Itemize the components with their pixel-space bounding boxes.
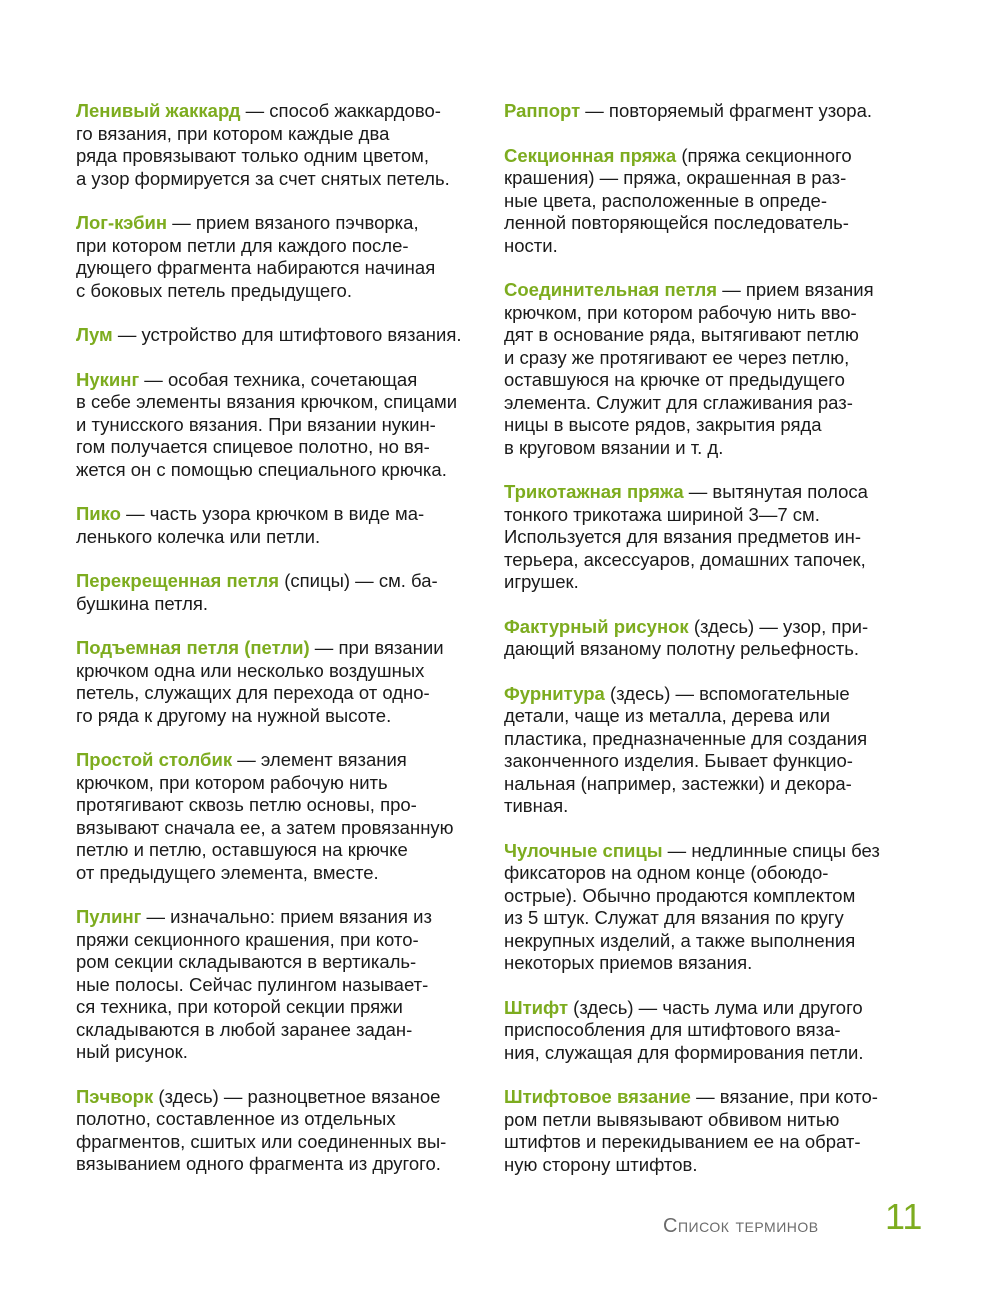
glossary-term: Подъемная петля (петли): [76, 637, 310, 658]
glossary-entry: [504, 997, 914, 1065]
entry-line: [504, 1019, 914, 1042]
definition-text: го вязания, при котором каждые два: [76, 122, 390, 144]
definition-text: штифтов и перекидыванием ее на обрат-: [504, 1131, 861, 1152]
definition-text: Используется для вязания предметов ин-: [504, 526, 862, 547]
glossary-term: Фактурный рисунок: [504, 615, 689, 637]
definition-text: ленной повторяющейся последователь-: [504, 212, 849, 233]
entry-line: [504, 773, 914, 796]
entry-line: [76, 862, 486, 885]
definition-text: (пряжа секционного: [676, 144, 852, 166]
definition-text: острые). Обычно продаются комплектом: [504, 884, 856, 906]
entry-line: [504, 279, 914, 302]
definition-text: ницы в высоте рядов, закрытия ряда: [504, 414, 822, 435]
glossary-entry: [76, 906, 486, 1064]
definition-text: (здесь) — узор, при-: [688, 615, 869, 637]
definition-text: крашения) — пряжа, окрашенная в раз-: [504, 167, 847, 188]
glossary-term: Перекрещенная петля: [76, 570, 280, 591]
entry-line: [76, 951, 486, 974]
definition-text: ром петли вывязывают обвивом нитью: [504, 1108, 840, 1130]
glossary-entry: [76, 637, 486, 727]
definition-text: ром секции складываются в вертикаль-: [76, 951, 417, 972]
definition-text: (здесь) — вспомогательные: [604, 682, 850, 704]
definition-text: полотно, составленное из отдельных: [76, 1108, 396, 1129]
glossary-term: Лум: [76, 324, 113, 345]
glossary-entry: [76, 503, 486, 548]
definition-text: — повторяемый фрагмент узора.: [580, 100, 873, 121]
glossary-entry: [504, 100, 914, 123]
glossary-entry: [76, 212, 486, 302]
glossary-term: Пико: [76, 503, 121, 524]
entry-line: [76, 100, 486, 123]
entry-line: [76, 682, 486, 705]
entry-line: [504, 930, 914, 953]
entry-line: [504, 616, 914, 639]
definition-text: игрушек.: [504, 571, 579, 592]
definition-text: оставшуюся на крючке от предыдущего: [504, 369, 845, 390]
definition-text: бушкина петля.: [76, 592, 209, 614]
glossary-entry: [504, 279, 914, 459]
definition-text: тивная.: [504, 795, 569, 816]
definition-text: крючком, при котором рабочую нить: [76, 771, 388, 793]
definition-text: протягивают сквозь петлю основы, про-: [76, 794, 417, 815]
definition-text: жется он с помощью специального крючка.: [76, 458, 447, 480]
entry-line: [76, 1086, 486, 1109]
entry-line: [504, 795, 914, 818]
entry-line: [504, 347, 914, 370]
entry-line: [504, 1154, 914, 1177]
definition-text: (здесь) — часть лума или другого: [568, 996, 863, 1018]
definition-text: (здесь) — разноцветное вязаное: [153, 1085, 441, 1107]
definition-text: фиксаторов на одном конце (обоюдо-: [504, 862, 829, 883]
definition-text: складываются в любой заранее задан-: [76, 1018, 413, 1040]
definition-text: детали, чаще из металла, дерева или: [504, 705, 831, 726]
definition-text: — часть узора крючком в виде ма-: [121, 503, 425, 524]
entry-line: [504, 526, 914, 549]
entry-line: [504, 504, 914, 527]
definition-text: дующего фрагмента набираются начиная: [76, 257, 436, 278]
definition-text: и тунисского вязания. При вязании нукин-: [76, 413, 436, 435]
entry-line: [76, 503, 486, 526]
definition-text: некрупных изделий, а также выполнения: [504, 929, 856, 951]
entry-line: [76, 145, 486, 168]
entry-line: [504, 571, 914, 594]
definition-text: из 5 штук. Служат для вязания по кругу: [504, 907, 844, 928]
entry-line: [76, 369, 486, 392]
definition-text: нальная (например, застежки) и декора-: [504, 772, 852, 794]
entry-line: [504, 840, 914, 863]
definition-text: — устройство для штифтового вязания.: [112, 324, 462, 345]
definition-text: элемента. Служит для сглаживания раз-: [504, 391, 853, 413]
entry-line: [76, 123, 486, 146]
glossary-term: Нукинг: [76, 368, 140, 390]
definition-text: вязывают сначала ее, а затем провязанную: [76, 816, 454, 838]
definition-text: фрагментов, сшитых или соединенных вы-: [76, 1130, 447, 1152]
glossary-entry: [504, 1086, 914, 1176]
definition-text: пластика, предназначенные для создания: [504, 727, 868, 749]
definition-text: — особая техника, сочетающая: [139, 368, 418, 390]
entry-line: [76, 749, 486, 772]
definition-text: — вытянутая полоса: [683, 481, 868, 502]
entry-line: [504, 302, 914, 325]
definition-text: приспособления для штифтового вяза-: [504, 1019, 841, 1040]
definition-text: терьера, аксессуаров, домашних тапочек,: [504, 548, 866, 570]
entry-line: [504, 414, 914, 437]
glossary-entry: [76, 1086, 486, 1176]
entry-line: [76, 705, 486, 728]
entry-line: [504, 324, 914, 347]
entry-line: [76, 593, 486, 616]
entry-line: [504, 392, 914, 415]
glossary-entry: [76, 100, 486, 190]
entry-line: [504, 100, 914, 123]
glossary-term: Штифтовое вязание: [504, 1086, 691, 1107]
entry-line: [76, 526, 486, 549]
definition-text: ный рисунок.: [76, 1041, 188, 1062]
entry-line: [76, 1153, 486, 1176]
definition-text: законченного изделия. Бывает функцио-: [504, 750, 853, 771]
definition-text: (спицы) — см. ба-: [279, 570, 438, 591]
definition-text: го ряда к другому на нужной высоте.: [76, 704, 392, 726]
glossary-entry: [76, 570, 486, 615]
entry-line: [504, 167, 914, 190]
definition-text: от предыдущего элемента, вместе.: [76, 861, 379, 883]
left-column: [76, 100, 486, 1198]
definition-text: дят в основание ряда, вытягивают петлю: [504, 324, 859, 345]
right-column: [504, 100, 914, 1198]
glossary-entry: [504, 683, 914, 818]
definition-text: ную сторону штифтов.: [504, 1153, 698, 1175]
entry-line: [76, 1019, 486, 1042]
entry-line: [504, 997, 914, 1020]
definition-text: — изначально: прием вязания из: [141, 906, 432, 927]
glossary-entry: [504, 481, 914, 594]
entry-line: [504, 1109, 914, 1132]
entry-line: [76, 570, 486, 593]
definition-text: в себе элементы вязания крючком, спицами: [76, 391, 458, 412]
entry-line: [76, 391, 486, 414]
entry-line: [504, 369, 914, 392]
definition-text: крючком одна или несколько воздушных: [76, 659, 425, 681]
glossary-entry: [76, 749, 486, 884]
entry-line: [504, 437, 914, 460]
section-title: Список терминов: [663, 1215, 819, 1237]
entry-line: [76, 974, 486, 997]
entry-line: [504, 481, 914, 504]
entry-line: [504, 1086, 914, 1109]
glossary-entry: [76, 369, 486, 482]
entry-line: [76, 168, 486, 191]
entry-line: [76, 212, 486, 235]
entry-line: [504, 1131, 914, 1154]
entry-line: [76, 414, 486, 437]
entry-line: [76, 839, 486, 862]
entry-line: [76, 1108, 486, 1131]
glossary-term: Трикотажная пряжа: [504, 481, 684, 502]
entry-line: [504, 190, 914, 213]
definition-text: петель, служащих для перехода от одно-: [76, 682, 430, 703]
entry-line: [76, 436, 486, 459]
entry-line: [504, 907, 914, 930]
glossary-entry: [76, 324, 486, 347]
definition-text: гом получается спицевое полотно, но вя-: [76, 436, 430, 457]
entry-line: [76, 817, 486, 840]
definition-text: при котором петли для каждого после-: [76, 234, 409, 256]
entry-line: [504, 728, 914, 751]
definition-text: петлю и петлю, оставшуюся на крючке: [76, 839, 408, 860]
definition-text: ния, служащая для формирования петли.: [504, 1041, 864, 1063]
entry-line: [504, 549, 914, 572]
definition-text: ные цвета, расположенные в опреде-: [504, 189, 827, 211]
definition-text: ряда провязывают только одним цветом,: [76, 145, 430, 166]
definition-text: ности.: [504, 234, 558, 256]
entry-line: [504, 885, 914, 908]
definition-text: — способ жаккардово-: [240, 100, 441, 121]
glossary-term: Ленивый жаккард: [76, 100, 241, 121]
entry-line: [76, 637, 486, 660]
definition-text: — прием вязаного пэчворка,: [167, 212, 419, 233]
entry-line: [76, 772, 486, 795]
entry-line: [76, 996, 486, 1019]
glossary-term: Лог-кэбин: [76, 212, 168, 233]
glossary-term: Фурнитура: [504, 682, 605, 704]
entry-line: [504, 750, 914, 773]
entry-line: [76, 906, 486, 929]
entry-line: [76, 794, 486, 817]
entry-line: [76, 257, 486, 280]
glossary-entry: [504, 616, 914, 661]
definition-text: — при вязании: [309, 637, 444, 658]
entry-line: [504, 1042, 914, 1065]
entry-line: [76, 459, 486, 482]
definition-text: ленького колечка или петли.: [76, 525, 321, 547]
entry-line: [504, 235, 914, 258]
entry-line: [504, 638, 914, 661]
definition-text: тонкого трикотажа шириной 3—7 см.: [504, 503, 820, 525]
definition-text: ся техника, при которой секции пряжи: [76, 996, 403, 1017]
glossary-entry: [504, 145, 914, 258]
entry-line: [504, 705, 914, 728]
glossary-term: Секционная пряжа: [504, 144, 677, 166]
glossary-entry: [504, 840, 914, 975]
entry-line: [504, 862, 914, 885]
entry-line: [76, 235, 486, 258]
entry-line: [76, 1041, 486, 1064]
glossary-term: Соединительная петля: [504, 279, 718, 300]
definition-text: — недлинные спицы без: [662, 839, 880, 861]
glossary-term: Штифт: [504, 996, 569, 1018]
definition-text: с боковых петель предыдущего.: [76, 279, 352, 301]
definition-text: ные полосы. Сейчас пулингом называет-: [76, 973, 429, 995]
definition-text: — прием вязания: [717, 279, 874, 300]
glossary-term: Пулинг: [76, 906, 142, 927]
definition-text: и сразу же протягивают ее через петлю,: [504, 346, 850, 368]
entry-line: [76, 324, 486, 347]
page-number: 11: [885, 1196, 923, 1237]
entry-line: [504, 683, 914, 706]
definition-text: крючком, при котором рабочую нить вво-: [504, 301, 857, 323]
definition-text: пряжи секционного крашения, при кото-: [76, 928, 419, 950]
definition-text: — вязание, при кото-: [690, 1086, 878, 1107]
entry-line: [76, 660, 486, 683]
definition-text: а узор формируется за счет снятых петель.: [76, 167, 450, 189]
entry-line: [76, 280, 486, 303]
glossary-term: Чулочные спицы: [504, 839, 663, 861]
glossary-term: Пэчворк: [76, 1085, 154, 1107]
glossary-term: Простой столбик: [76, 749, 233, 770]
definition-text: в круговом вязании и т. д.: [504, 436, 724, 458]
entry-line: [504, 145, 914, 168]
definition-text: дающий вязаному полотну рельефность.: [504, 638, 859, 659]
definition-text: — элемент вязания: [232, 749, 407, 770]
entry-line: [504, 952, 914, 975]
glossary-term: Раппорт: [504, 100, 581, 121]
entry-line: [504, 212, 914, 235]
entry-line: [76, 929, 486, 952]
entry-line: [76, 1131, 486, 1154]
definition-text: некоторых приемов вязания.: [504, 952, 753, 973]
definition-text: вязыванием одного фрагмента из другого.: [76, 1153, 441, 1174]
